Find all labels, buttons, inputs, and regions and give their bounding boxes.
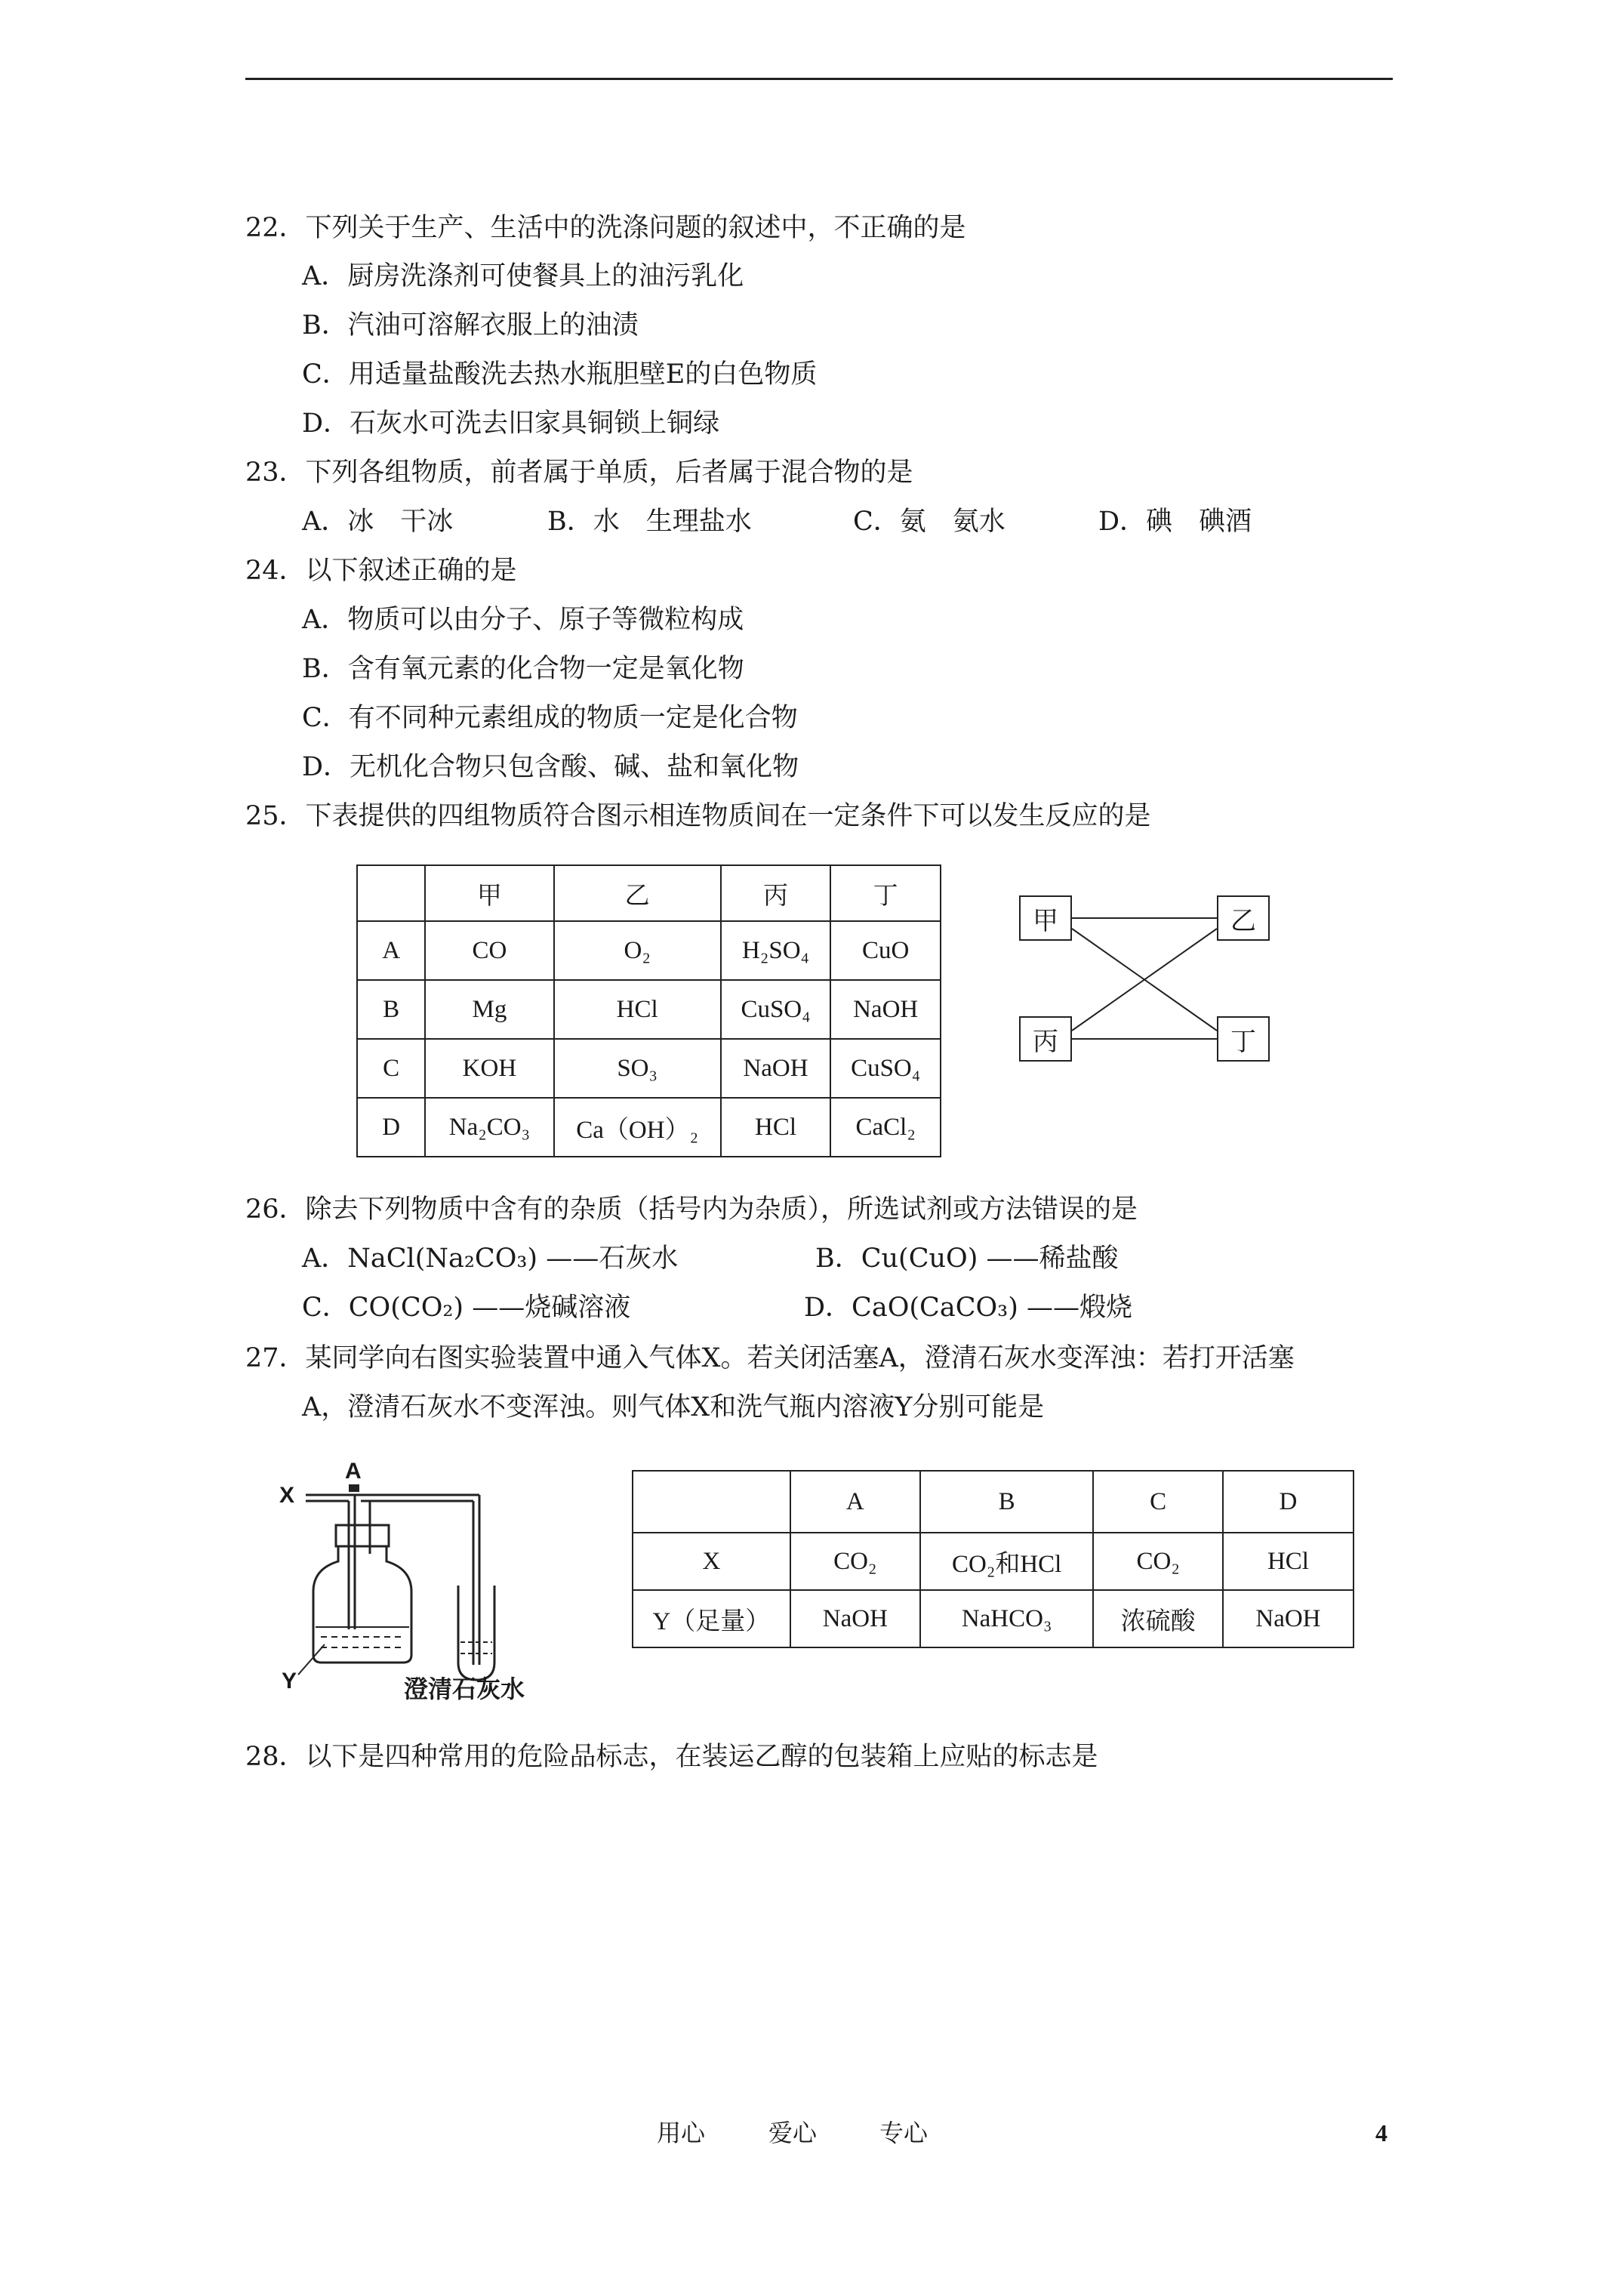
apparatus-caption: 澄清石灰水 (404, 1675, 525, 1703)
q27-header-cell: B (920, 1471, 1094, 1533)
q25-cell: D (357, 1098, 425, 1157)
q26-stem: 26．除去下列物质中含有的杂质（括号内为杂质），所选试剂或方法错误的是 (245, 1194, 1138, 1225)
q25-stem: 25．下表提供的四组物质符合图示相连物质间在一定条件下可以发生反应的是 (245, 801, 1151, 831)
q27-header-cell: D (1223, 1471, 1354, 1533)
q25-cell: CO (425, 921, 553, 980)
q23-option-d: D．碘 碘酒 (1098, 507, 1252, 537)
q23-stem: 23．下列各组物质，前者属于单质，后者属于混合物的是 (245, 458, 913, 488)
q27-cell: X (633, 1533, 790, 1590)
q27-apparatus-figure (279, 1459, 566, 1703)
q25-cell: CuO (830, 921, 941, 980)
q25-cell: SO₃ (554, 1039, 721, 1098)
q22-option-b: B．汽油可溶解衣服上的油渍 (302, 310, 639, 341)
q23-option-b: B．水 生理盐水 (547, 507, 752, 537)
q25-table-row (357, 980, 941, 1039)
footer-motto-left: 用心 (657, 2119, 706, 2147)
q26-option-b: B．Cu(CuO) ——稀盐酸 (815, 1244, 1119, 1274)
q25-cell: H₂SO₄ (721, 921, 831, 980)
q25-cell: C (357, 1039, 425, 1098)
q24-stem: 24．以下叙述正确的是 (245, 556, 517, 586)
q25-table-row (357, 921, 941, 980)
diagram-box-ding: 丁 (1217, 1016, 1270, 1062)
apparatus-label-a: A (345, 1459, 362, 1484)
q27-cell: Y（足量） (633, 1590, 790, 1647)
q25-cell: CuSO₄ (830, 1039, 941, 1098)
gas-washing-apparatus-drawing (279, 1465, 566, 1699)
header-rule (245, 78, 1393, 80)
diagram-box-yi: 乙 (1217, 895, 1270, 941)
q27-header-cell (633, 1471, 790, 1533)
q22-option-d: D．石灰水可洗去旧家具铜锁上铜绿 (302, 408, 720, 439)
q27-cell: HCl (1223, 1533, 1354, 1590)
q26-option-a: A．NaCl(Na₂CO₃) ——石灰水 (302, 1244, 679, 1274)
q28-stem: 28．以下是四种常用的危险品标志，在装运乙醇的包装箱上应贴的标志是 (245, 1742, 1098, 1772)
q27-stem: 27．某同学向右图实验装置中通入气体X。若关闭活塞A，澄清石灰水变浑浊：若打开活塞 (245, 1343, 1295, 1373)
q27-cell: NaOH (790, 1590, 920, 1647)
q22-option-a: A．厨房洗涤剂可使餐具上的油污乳化 (302, 261, 744, 291)
q25-cell: CuSO₄ (721, 980, 831, 1039)
footer-motto-middle: 爱心 (768, 2119, 818, 2147)
q25-cell: Na₂CO₃ (425, 1098, 553, 1157)
q27-cell: 浓硫酸 (1093, 1590, 1222, 1647)
q25-cell: HCl (554, 980, 721, 1039)
q27-table-row (633, 1533, 1354, 1590)
q25-table-header (357, 865, 941, 921)
diagram-box-bing: 丙 (1019, 1016, 1072, 1062)
q22-option-c: C．用适量盐酸洗去热水瓶胆壁E的白色物质 (302, 359, 818, 390)
q25-header-cell: 乙 (554, 865, 721, 921)
q22-stem: 22．下列关于生产、生活中的洗涤问题的叙述中，不正确的是 (245, 213, 966, 243)
q27-table (632, 1470, 1354, 1648)
q25-header-cell: 甲 (425, 865, 553, 921)
q25-table-row (357, 1039, 941, 1098)
q27-table-row (633, 1590, 1354, 1647)
q24-option-b: B．含有氧元素的化合物一定是氧化物 (302, 654, 744, 684)
q25-cell: HCl (721, 1098, 831, 1157)
apparatus-label-y: Y (282, 1669, 297, 1693)
q27-cell: CO₂和HCl (920, 1533, 1094, 1590)
q25-cell: Mg (425, 980, 553, 1039)
q27-cell: NaOH (1223, 1590, 1354, 1647)
q24-option-d: D．无机化合物只包含酸、碱、盐和氧化物 (302, 752, 799, 782)
q24-option-c: C．有不同种元素组成的物质一定是化合物 (302, 703, 798, 733)
q24-option-a: A．物质可以由分子、原子等微粒构成 (302, 605, 744, 635)
q25-cell: B (357, 980, 425, 1039)
q25-cell: O₂ (554, 921, 721, 980)
q27-cell: CO₂ (790, 1533, 920, 1590)
diagram-box-jia: 甲 (1019, 895, 1072, 941)
q25-relation-diagram (1019, 883, 1291, 1072)
q25-cell: KOH (425, 1039, 553, 1098)
q27-cell: NaHCO₃ (920, 1590, 1094, 1647)
q26-option-c: C．CO(CO₂) ——烧碱溶液 (302, 1293, 631, 1323)
q25-header-cell (357, 865, 425, 921)
q25-header-cell: 丁 (830, 865, 941, 921)
q25-cell: A (357, 921, 425, 980)
q25-table (356, 864, 941, 1157)
q25-cell: NaOH (721, 1039, 831, 1098)
q26-option-d: D．CaO(CaCO₃) ——煅烧 (804, 1293, 1132, 1323)
q25-cell: Ca（OH）₂ (554, 1098, 721, 1157)
q25-header-cell: 丙 (721, 865, 831, 921)
q25-cell: NaOH (830, 980, 941, 1039)
q27-header-cell: C (1093, 1471, 1222, 1533)
q25-table-row (357, 1098, 941, 1157)
q23-option-c: C．氨 氨水 (853, 507, 1006, 537)
apparatus-label-x: X (279, 1483, 295, 1508)
q23-option-a: A．冰 干冰 (302, 507, 454, 537)
page-number: 4 (1375, 2119, 1387, 2147)
q25-cell: CaCl₂ (830, 1098, 941, 1157)
footer-motto-right: 专心 (879, 2119, 929, 2147)
q27-table-header (633, 1471, 1354, 1533)
q27-cell: CO₂ (1093, 1533, 1222, 1590)
q27-header-cell: A (790, 1471, 920, 1533)
q27-stem-continued: A，澄清石灰水不变浑浊。则气体X和洗气瓶内溶液Y分别可能是 (302, 1392, 1045, 1422)
